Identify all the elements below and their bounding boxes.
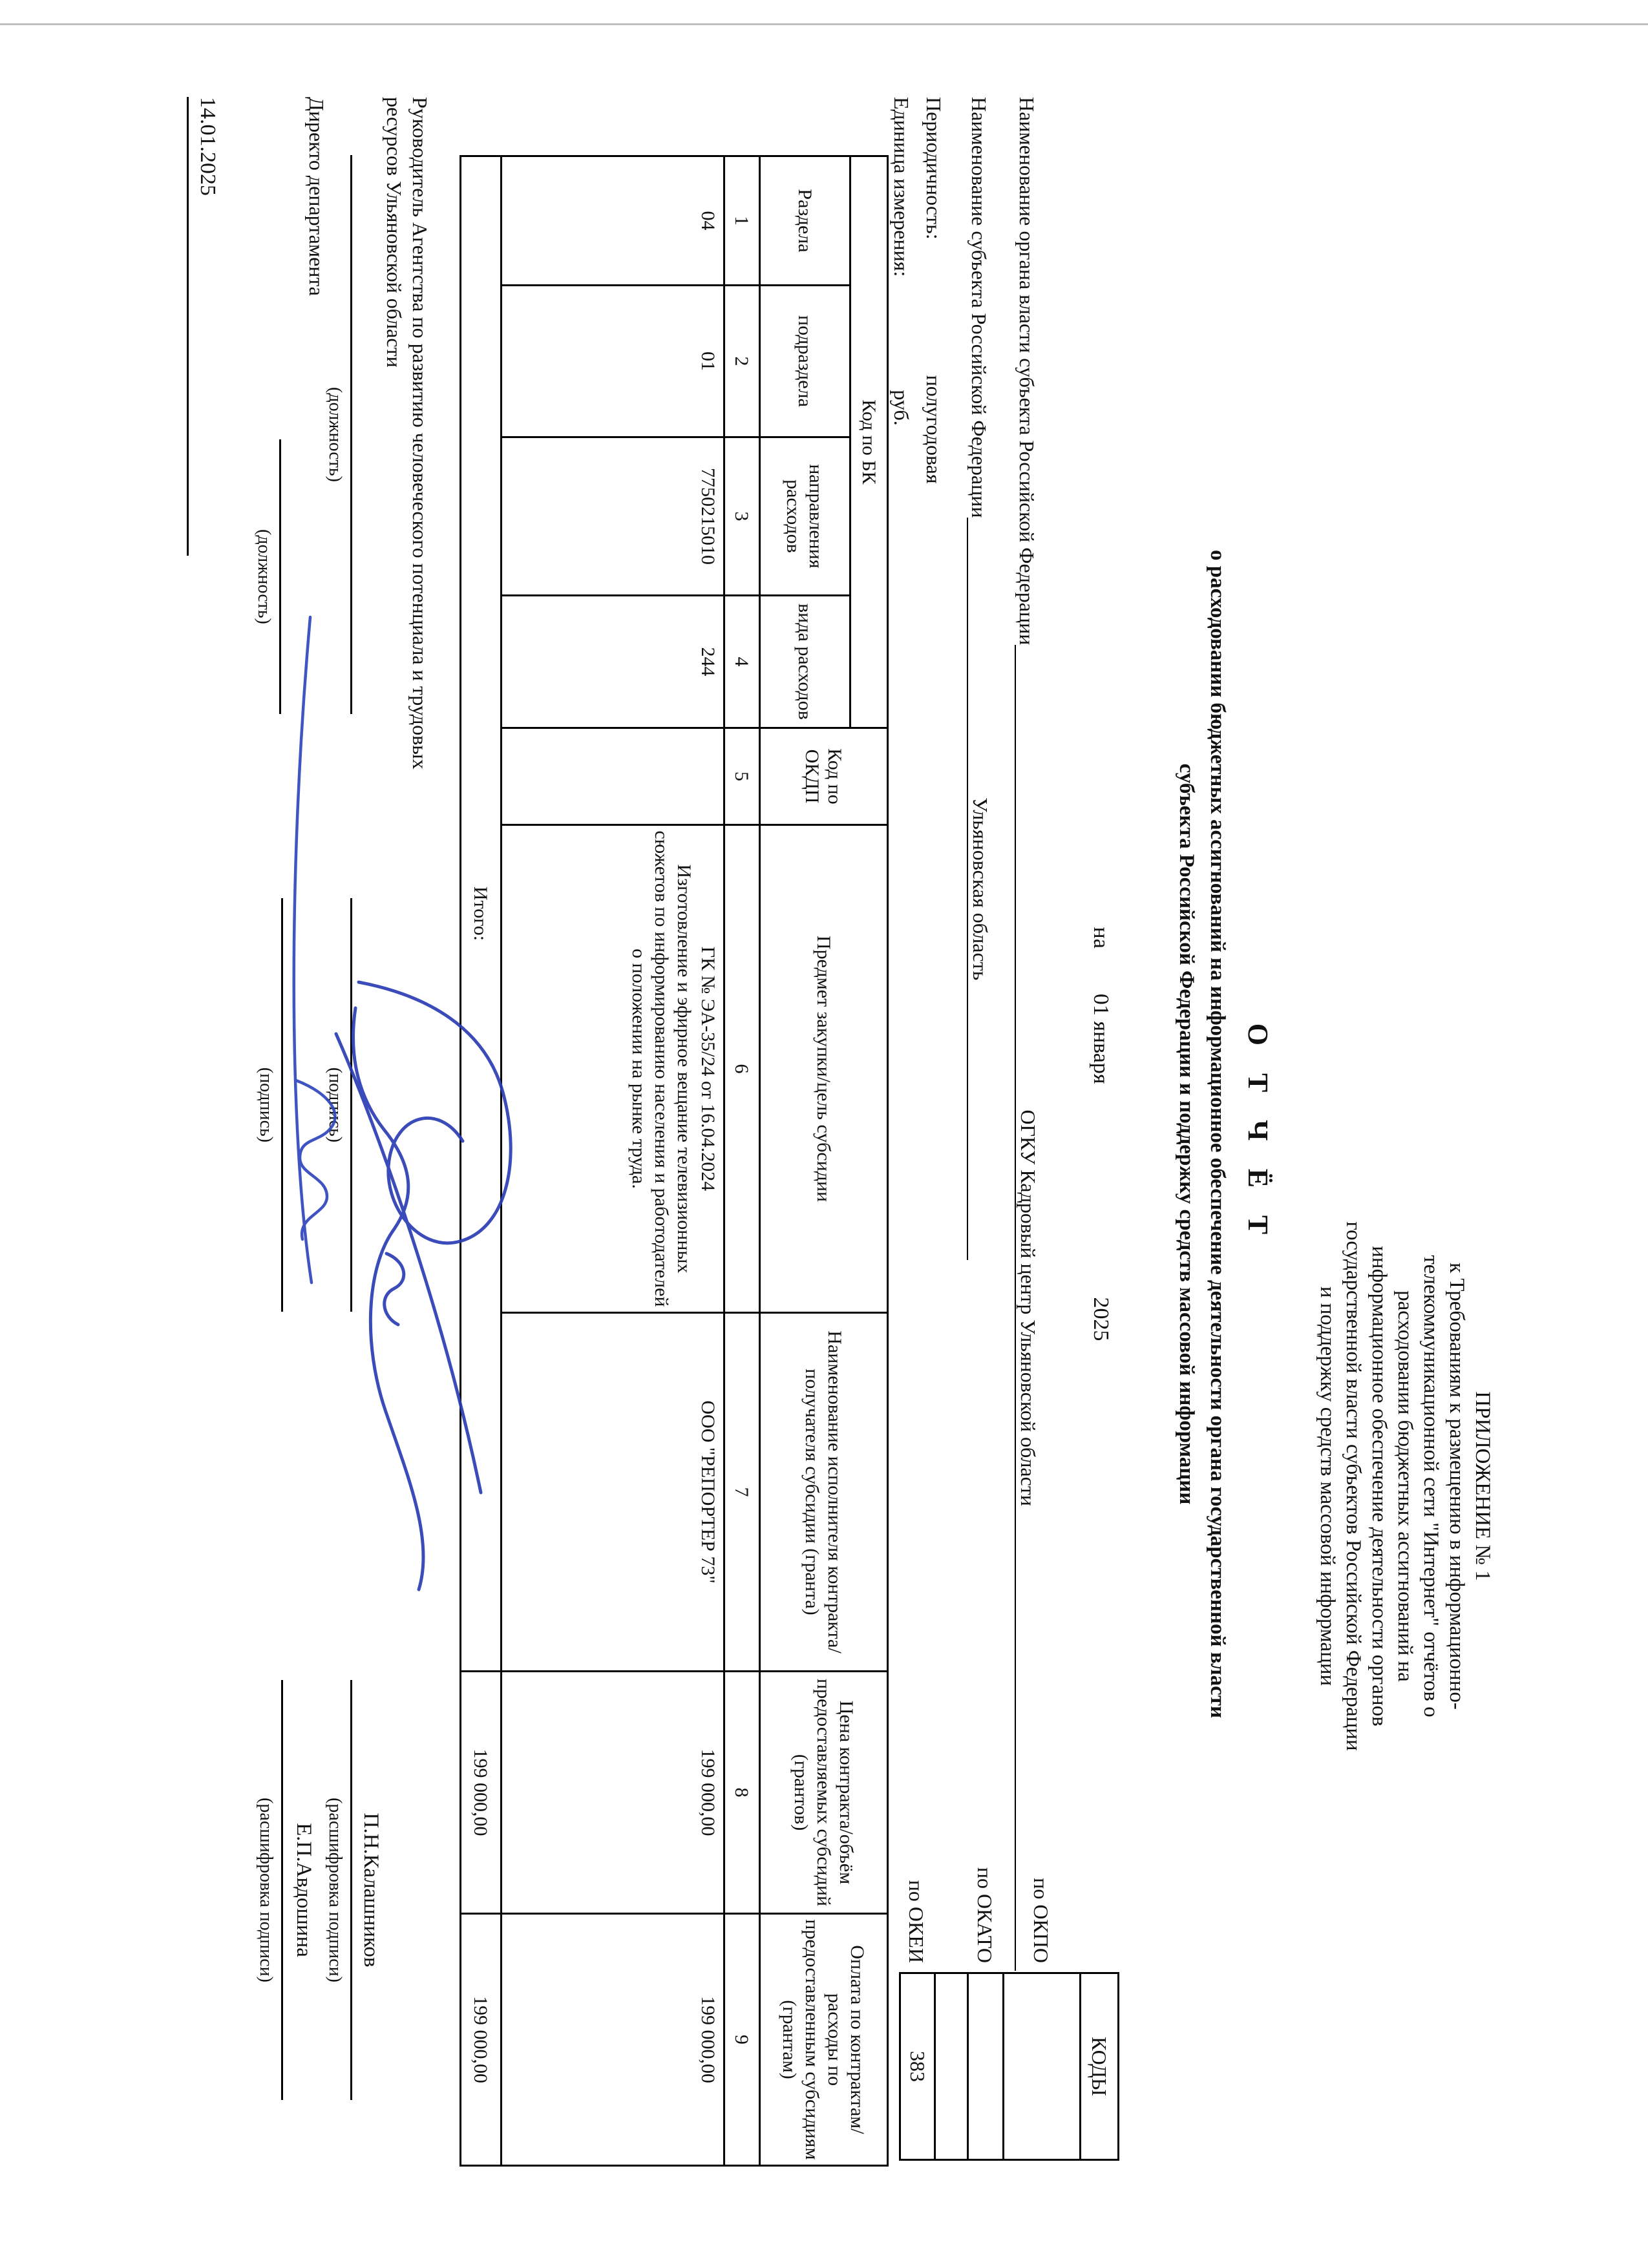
- codes-header-cell: КОДЫ: [1079, 1972, 1119, 2161]
- cell-vid: 244: [502, 596, 724, 728]
- colnum: 1: [724, 156, 760, 286]
- signer1-name-line: [350, 1680, 352, 2100]
- appendix-line: к Требованиям к размещению в информационно-: [1445, 1263, 1468, 1710]
- colnum: 9: [724, 1914, 760, 2166]
- header-napravlenie: направления расходов: [760, 437, 850, 596]
- appendix-line: информационное обеспечение деятельности органов: [1368, 1246, 1391, 1727]
- colnum: 3: [724, 437, 760, 596]
- report-sign-date: 14.01.2025: [196, 97, 220, 196]
- unit-row: [889, 97, 914, 426]
- period-label: Периодичность:: [922, 97, 945, 240]
- period-row: [922, 97, 946, 484]
- contract-description: Изготовление и эфирное вещание телевизионных сюжетов по информированию населения и работодателей о положении на рынке труда.: [628, 830, 695, 1307]
- unit-label: Единица измерения:: [890, 97, 913, 277]
- colnum: 6: [724, 825, 760, 1313]
- total-row: [461, 156, 502, 2166]
- header-subject: Предмет закупки/цель субсидии: [760, 825, 888, 1313]
- colnum: 4: [724, 596, 760, 728]
- date-value: 01 января: [1089, 993, 1113, 1084]
- org-label: Наименование органа власти субъекта Российской Федерации: [1015, 97, 1039, 646]
- date-underline: [187, 97, 189, 556]
- blank-code-label: [934, 1745, 967, 1972]
- total-paid: 199 000,00: [461, 1914, 502, 2166]
- signer2-position-line: [279, 439, 281, 714]
- cell-paid: 199 000,00: [502, 1914, 724, 2166]
- codes-header-label: [1079, 1745, 1119, 1972]
- signer2-position: Директо департамента: [305, 97, 328, 296]
- header-bk-group: Код по БК: [850, 156, 888, 728]
- period-value: полугодовая: [922, 375, 945, 484]
- report-subtitle-2: субъекта Российской Федерации и поддержку средств массовой информации: [1175, 763, 1198, 1505]
- appendix-line: ПРИЛОЖЕНИЕ № 1: [1471, 1391, 1494, 1581]
- header-vid: вида расходов: [760, 596, 850, 728]
- appendix-line: расходовании бюджетных ассигнований на: [1393, 1290, 1417, 1682]
- header-paid: Оплата по контрактам/расходы по предоставленным субсидиям (грантам): [760, 1914, 888, 2166]
- signer1-sign-line: [350, 898, 352, 1312]
- okpo-value-cell: [1002, 1972, 1081, 2161]
- cell-podrazdel: 01: [502, 286, 724, 437]
- okei-value-cell: 383: [899, 1972, 936, 2161]
- signer2-name-label: (расшифровка подписи): [256, 1798, 276, 1982]
- org-value: ОГКУ Кадровый центр Ульяновской области: [1015, 645, 1041, 1971]
- cell-okdp: [502, 728, 724, 825]
- colnum: 5: [724, 728, 760, 825]
- scan-artifact-line: [0, 23, 1648, 25]
- cell-price: 199 000,00: [502, 1672, 724, 1914]
- header-podrazdel: подраздела: [760, 286, 850, 437]
- header-contractor: Наименование исполнителя контракта/получателя субсидии (гранта): [760, 1313, 888, 1672]
- report-title: О Т Ч Ё Т: [1242, 1023, 1274, 1245]
- appendix-line: телекоммуникационной сети "Интернет" отчётов о: [1419, 1255, 1442, 1717]
- contract-number: ГК № ЭА-35/24 от 16.04.2024: [697, 946, 719, 1192]
- org-row: [1015, 97, 1041, 1971]
- signer2-sign-label: (подпись): [256, 1067, 276, 1143]
- signer2-sign-line: [281, 898, 283, 1312]
- signer1-name-label: (расшифровка подписи): [325, 1798, 345, 1982]
- appendix-line: и поддержку средств массовой информации: [1316, 1286, 1339, 1686]
- signer1-position-line: [350, 155, 352, 714]
- signer1-sign-label: (подпись): [325, 1067, 345, 1143]
- cell-napravlenie: 7750215010: [502, 437, 724, 596]
- signer1-name: П.Н.Калашников: [359, 1812, 383, 1968]
- budget-table: [460, 155, 889, 2167]
- okato-value-cell: [967, 1972, 1004, 2161]
- column-numbers-row: [724, 156, 760, 2166]
- signer1-position: Руководитель Агентства по развитию человеческого потенциала и трудовых ресурсов Ульяновской области: [383, 97, 432, 770]
- date-year: 2025: [1089, 1297, 1113, 1341]
- cell-razdel: 04: [502, 156, 724, 286]
- colnum: 2: [724, 286, 760, 437]
- region-row: [967, 97, 993, 1260]
- header-price: Цена контракта/объём предоставляемых субсидий (грантов): [760, 1672, 888, 1914]
- codes-box: [899, 1745, 1119, 2165]
- colnum: 7: [724, 1313, 760, 1672]
- signer2-name-line: [281, 1680, 283, 2100]
- unit-value: руб.: [890, 390, 913, 426]
- total-price: 199 000,00: [461, 1672, 502, 1914]
- colnum: 8: [724, 1672, 760, 1914]
- okato-label: по ОКАТО: [973, 1867, 997, 1963]
- header-okdp: Код по ОКДП: [760, 728, 888, 825]
- total-label: Итого:: [461, 156, 502, 1672]
- blank-code-cell: [934, 1972, 969, 2161]
- date-prefix: на: [1089, 927, 1113, 949]
- appendix-line: государственной власти субъектов Российской Федерации: [1342, 1221, 1365, 1751]
- cell-subject: [502, 825, 724, 1313]
- region-label: Наименование субъекта Российской Федерации: [967, 97, 991, 518]
- okei-label: по ОКЕИ: [905, 1880, 929, 1963]
- header-razdel: Раздела: [760, 156, 850, 286]
- region-value: Ульяновская область: [967, 518, 993, 1260]
- signer1-position-label: (должность): [325, 387, 345, 482]
- cell-contractor: ООО "РЕПОРТЕР 73": [502, 1313, 724, 1672]
- appendix-note: [1315, 892, 1495, 2081]
- okpo-label: по ОКПО: [1030, 1878, 1053, 1963]
- signer2-name: Е.П.Авдошина: [292, 1823, 315, 1957]
- data-row: [502, 156, 724, 2166]
- report-subtitle-1: о расходовании бюджетных ассигнований на информационное обеспечение деятельности органа государственной власти: [1206, 549, 1229, 1719]
- signer2-position-label: (должность): [254, 529, 274, 624]
